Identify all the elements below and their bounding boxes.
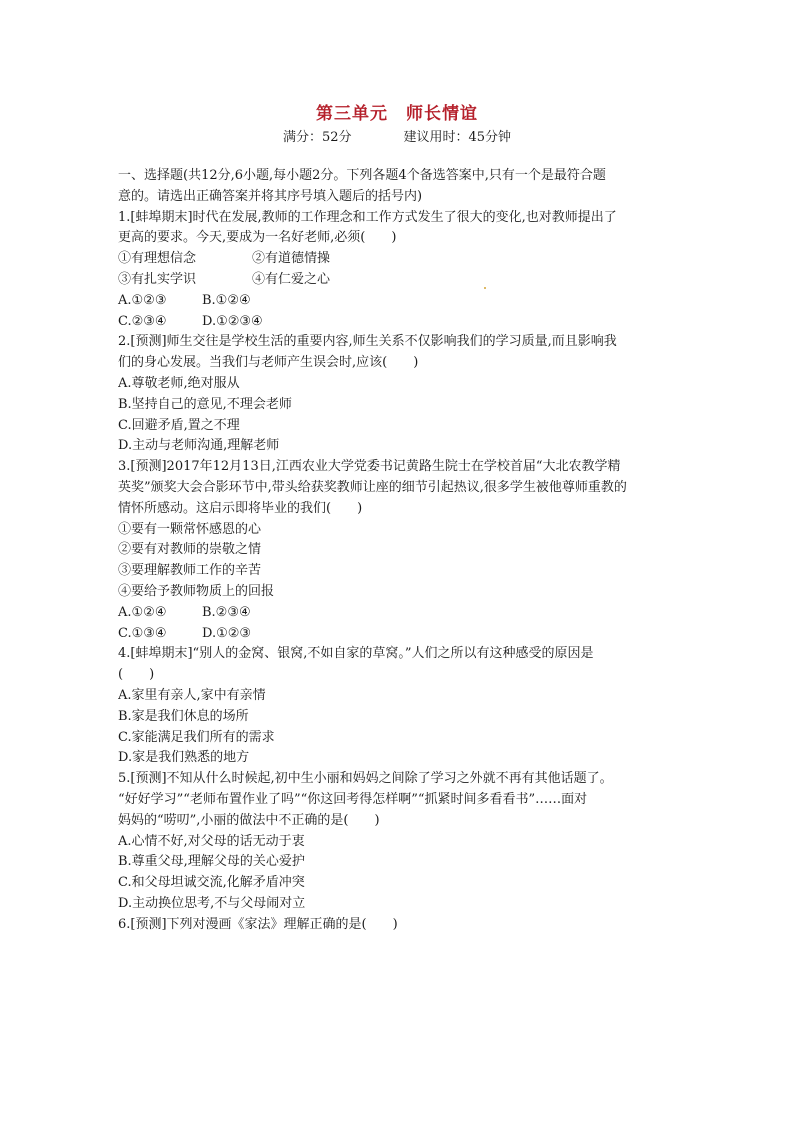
answer-option: B.①②④ — [202, 292, 251, 308]
answer-option: B.②③④ — [202, 604, 251, 620]
statement-item: ④要给予教师物质上的回报 — [118, 583, 275, 599]
question-stem: “好好学习”“老师布置作业了吗”“你这回考得怎样啊”“抓紧时间多看看书”……面对 — [118, 791, 588, 807]
score-and-time: 满分：52分 建议用时：45分钟 — [282, 130, 512, 145]
answer-option: A.家里有亲人,家中有亲情 — [118, 687, 266, 703]
question-stem: 6.[预测]下列对漫画《家法》理解正确的是( ) — [118, 916, 398, 932]
answer-option: D.①②③ — [202, 625, 252, 641]
section-intro: 意的。请选出正确答案并将其序号填入题后的括号内) — [118, 188, 423, 204]
question-stem: 1.[蚌埠期末]时代在发展,教师的工作理念和工作方式发生了很大的变化,也对教师提出了 — [118, 209, 617, 225]
statement-row — [118, 270, 678, 291]
question-stem: 英奖”颁奖大会合影环节中,带头给获奖教师让座的细节引起热议,很多学生被他尊师重教的 — [118, 479, 627, 495]
answer-options-row — [118, 291, 678, 312]
question-stem: 情怀所感动。这启示即将毕业的我们( ) — [118, 500, 363, 516]
answer-option: A.心情不好,对父母的话无动于衷 — [118, 833, 305, 849]
answer-option: A.尊敬老师,绝对服从 — [118, 375, 240, 391]
question-stem: 3.[预测]2017年12月13日,江西农业大学党委书记黄路生院士在学校首届“大北农教学精 — [118, 459, 621, 475]
question-body — [118, 166, 678, 935]
question-stem: 4.[蚌埠期末]“别人的金窝、银窝,不如自家的草窝。”人们之所以有这种感受的原因是 — [118, 646, 594, 662]
statement-item: ②要有对教师的崇敬之情 — [118, 542, 262, 558]
statement-item: ④有仁爱之心 — [252, 271, 331, 287]
statement-item: ①要有一颗常怀感恩的心 — [118, 521, 262, 537]
answer-option: A.①②③ — [118, 292, 167, 308]
statement-item: ①有理想信念 — [118, 251, 197, 267]
answer-option: C.①③④ — [118, 625, 167, 641]
section-intro: 一、选择题(共12分,6小题,每小题2分。下列各题4个备选答案中,只有一个是最符合题 — [118, 168, 606, 183]
statement-row — [118, 249, 678, 270]
answer-options-row — [118, 312, 678, 333]
question-stem: 2.[预测]师生交往是学校生活的重要内容,师生关系不仅影响我们的学习质量,而且影响我 — [118, 334, 617, 350]
statement-item: ③有扎实学识 — [118, 271, 197, 287]
answer-option: C.②③④ — [118, 313, 167, 329]
answer-option: D.家是我们熟悉的地方 — [118, 750, 250, 766]
question-stem: 们的身心发展。当我们与老师产生误会时,应该( ) — [118, 355, 419, 371]
answer-option: B.坚持自己的意见,不理会老师 — [118, 396, 292, 412]
answer-option: D.主动与老师沟通,理解老师 — [118, 438, 280, 454]
answer-option: D.主动换位思考,不与父母闹对立 — [118, 895, 306, 911]
question-stem: ( ) — [118, 667, 155, 683]
question-stem: 妈妈的“唠叨”,小丽的做法中不正确的是( ) — [118, 812, 380, 828]
answer-options-row — [118, 624, 678, 645]
question-stem: 更高的要求。今天,要成为一名好老师,必须( ) — [118, 230, 397, 246]
statement-item: ③要理解教师工作的辛苦 — [118, 563, 262, 579]
answer-option: D.①②③④ — [202, 313, 263, 329]
answer-option: B.家是我们休息的场所 — [118, 708, 249, 724]
answer-option: C.和父母坦诚交流,化解矛盾冲突 — [118, 875, 305, 891]
answer-option: C.家能满足我们所有的需求 — [118, 729, 275, 745]
answer-option: B.尊重父母,理解父母的关心爱护 — [118, 854, 305, 870]
answer-options-row — [118, 603, 678, 624]
question-stem: 5.[预测]不知从什么时候起,初中生小丽和妈妈之间除了学习之外就不再有其他话题了。 — [118, 771, 613, 787]
statement-item: ②有道德情操 — [252, 251, 331, 267]
answer-option: C.回避矛盾,置之不理 — [118, 417, 240, 433]
answer-option: A.①②④ — [118, 604, 167, 620]
page-title: 第三单元 师长情谊 — [316, 104, 478, 124]
